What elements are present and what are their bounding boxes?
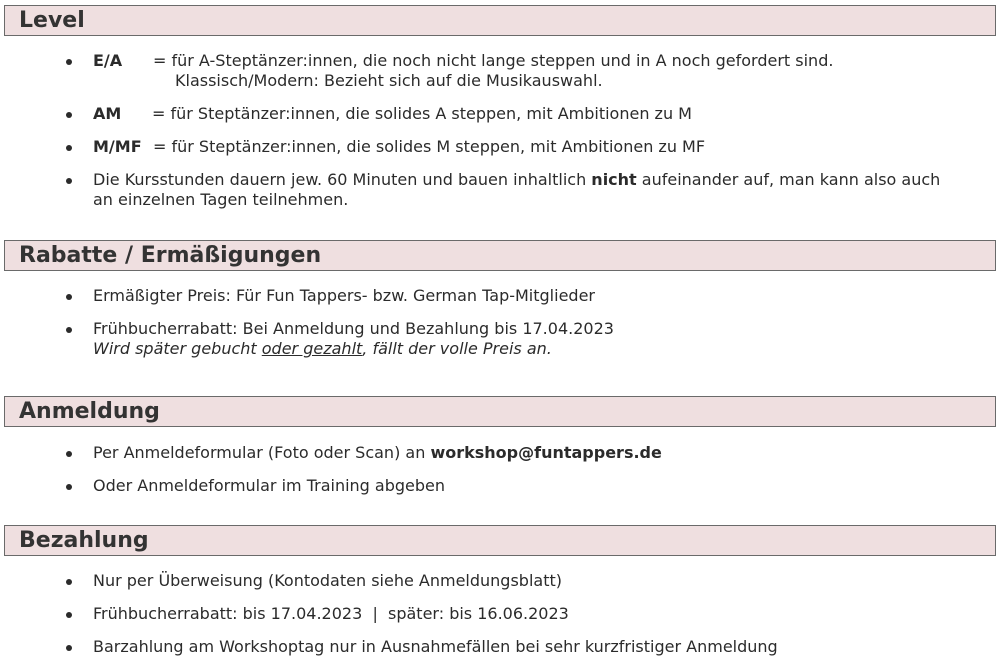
section-header-discounts xyxy=(4,240,996,271)
section-header-registration xyxy=(4,396,996,427)
level-subtext-ea: Klassisch/Modern: Bezieht sich auf die Musikauswahl. xyxy=(175,71,603,90)
list-item-reduced-price: Ermäßigter Preis: Für Fun Tappers- bzw. German Tap-Mitglieder xyxy=(93,286,595,305)
list-item-level-mmf xyxy=(93,137,705,157)
section-title-registration: Anmeldung xyxy=(19,399,160,424)
section-title-payment: Bezahlung xyxy=(19,528,149,553)
list-item-deadlines: Frühbucherrabatt: bis 17.04.2023 | später: bis 16.06.2023 xyxy=(93,604,569,623)
list-item-transfer: Nur per Überweisung (Kontodaten siehe Anmeldungsblatt) xyxy=(93,571,562,590)
level-desc-ea: = für A-Steptänzer:innen, die noch nicht lange steppen und in A noch gefordert sind. xyxy=(153,51,834,70)
bullet-icon xyxy=(66,294,72,300)
bullet-icon xyxy=(66,451,72,457)
section-header-level xyxy=(4,5,996,36)
list-item-cash: Barzahlung am Workshoptag nur in Ausnahmefällen bei sehr kurzfristiger Anmeldung xyxy=(93,637,778,656)
note-part2: , fällt der volle Preis an. xyxy=(362,339,552,358)
level-code-mmf: M/MF xyxy=(93,137,142,156)
level-code-ea: E/A xyxy=(93,51,123,70)
list-item-training: Oder Anmeldeformular im Training abgeben xyxy=(93,476,446,495)
bullet-icon xyxy=(66,327,72,333)
bullet-icon xyxy=(66,612,72,618)
duration-text-before: Die Kursstunden dauern jew. 60 Minuten und bauen inhaltlich xyxy=(93,170,587,189)
bullet-icon xyxy=(66,112,72,118)
bullet-icon xyxy=(66,59,72,65)
note-underlined: oder gezahlt xyxy=(261,339,363,358)
bullet-icon xyxy=(66,579,72,585)
bullet-icon xyxy=(66,178,72,184)
section-title-discounts: Rabatte / Ermäßigungen xyxy=(19,243,322,268)
early-bird-note xyxy=(93,339,552,359)
duration-text-line2: an einzelnen Tagen teilnehmen. xyxy=(93,190,349,209)
level-desc-am: = für Steptänzer:innen, die solides A steppen, mit Ambitionen zu M xyxy=(152,104,692,123)
duration-text-after: aufeinander auf, man kann also auch xyxy=(641,170,941,189)
level-code-am: AM xyxy=(93,104,122,123)
bullet-icon xyxy=(66,484,72,490)
bullet-icon xyxy=(66,645,72,651)
level-desc-mmf: = für Steptänzer:innen, die solides M steppen, mit Ambitionen zu MF xyxy=(153,137,706,156)
section-header-payment xyxy=(4,525,996,556)
form-text: Per Anmeldeformular (Foto oder Scan) an xyxy=(93,443,426,462)
bullet-icon xyxy=(66,145,72,151)
list-item-duration xyxy=(93,170,940,190)
list-item-level-ea xyxy=(93,51,833,71)
list-item-early-bird: Frühbucherrabatt: Bei Anmeldung und Bezahlung bis 17.04.2023 xyxy=(93,319,614,338)
note-part1: Wird später gebucht xyxy=(93,339,257,358)
email-link[interactable]: workshop@funtappers.de xyxy=(430,443,662,462)
section-title-level: Level xyxy=(19,8,85,33)
duration-text-bold: nicht xyxy=(591,170,637,189)
list-item-form xyxy=(93,443,662,463)
list-item-level-am xyxy=(93,104,692,124)
